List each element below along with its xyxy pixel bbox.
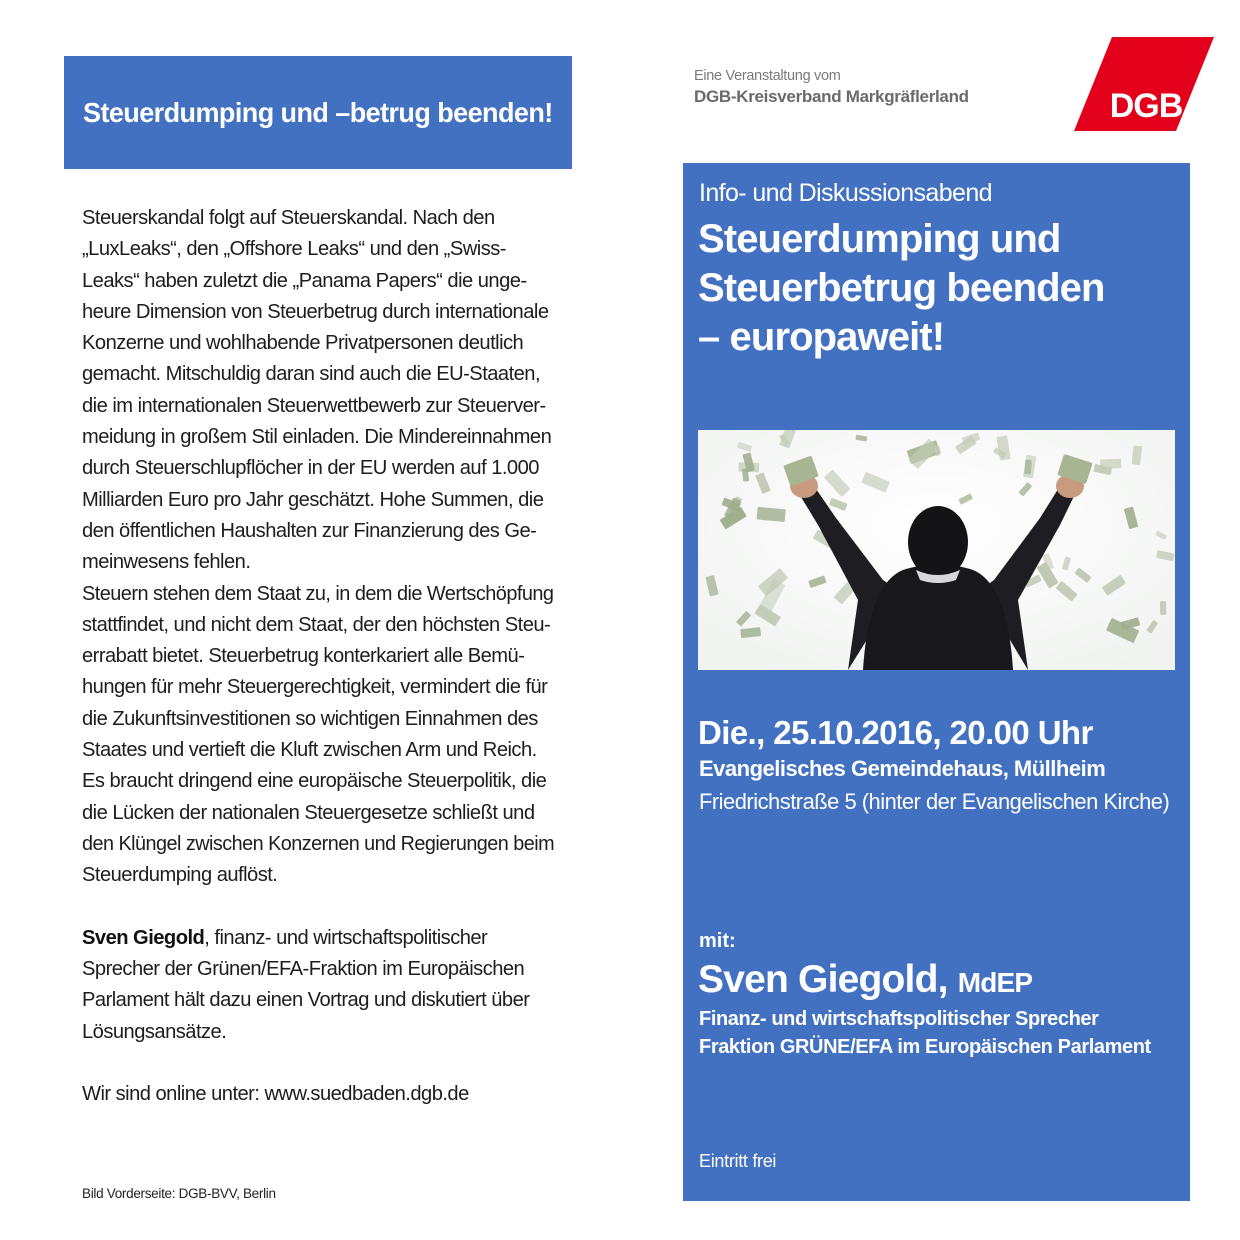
organizer-line2: DGB-Kreisverband Markgräflerland <box>694 87 969 106</box>
body-text-line: Es braucht dringend eine europäische Steuerpolitik, die <box>82 769 547 793</box>
speaker-name-text: Sven Giegold, <box>698 958 948 1001</box>
organizer-block <box>694 68 969 107</box>
event-title-line-1: Steuerdumping und <box>698 217 1061 261</box>
event-title-line-3: – europaweit! <box>698 315 945 359</box>
body-text-line: Steuerskandal folgt auf Steuerskandal. Nach den <box>82 206 495 229</box>
body-text-line: die im internationalen Steuerwettbewerb zur Steuerver- <box>82 393 546 417</box>
speaker-description-line: Sprecher der Grünen/EFA-Fraktion im Europäischen <box>82 957 525 981</box>
speaker-description <box>82 953 562 1047</box>
left-header-banner <box>64 56 572 169</box>
body-text-line: stattfindet, und nicht dem Staat, der den höchsten Steu- <box>82 612 551 636</box>
speaker-intro-line <box>82 922 554 953</box>
body-paragraph <box>82 202 562 891</box>
speaker-description-line: Lösungsansätze. <box>82 1019 227 1043</box>
event-title <box>698 215 1105 362</box>
speaker-name-bold: Sven Giegold <box>82 925 205 949</box>
body-text-line: errabatt bietet. Steuerbetrug konterkariert alle Bemü- <box>82 644 525 668</box>
body-text-line: Leaks“ haben zuletzt die „Panama Papers“ die unge- <box>82 268 527 292</box>
event-subtitle: Info- und Diskussionsabend <box>699 179 992 207</box>
body-text-line: gemacht. Mitschuldig daran sind auch die EU-Staaten, <box>82 362 541 386</box>
event-panel <box>683 163 1190 1201</box>
banknote <box>1024 460 1031 475</box>
banknote <box>935 446 940 456</box>
left-header-title: Steuerdumping und –betrug beenden! <box>83 97 553 128</box>
event-venue: Evangelisches Gemeindehaus, Müllheim <box>699 756 1106 781</box>
speaker-role-line-2: Fraktion GRÜNE/EFA im Europäischen Parlament <box>699 1036 1151 1058</box>
money-rain-illustration <box>698 430 1175 670</box>
organizer-line1: Eine Veranstaltung vom <box>694 68 841 84</box>
banknote <box>1160 601 1166 615</box>
body-text-line: meinwesens fehlen. <box>82 550 251 574</box>
body-text-line: meidung in großem Stil einladen. Die Mindereinnahmen <box>82 425 552 449</box>
banknote <box>757 507 786 522</box>
online-link-text: Wir sind online unter: www.suedbaden.dgb.de <box>82 1082 469 1106</box>
speaker-title-suffix: MdEP <box>957 967 1033 998</box>
speaker-intro-rest: , finanz- und wirtschaftspolitischer <box>204 925 488 949</box>
body-text-line: den Klüngel zwischen Konzernen und Regierungen beim <box>82 831 555 855</box>
event-photo <box>698 430 1175 670</box>
body-text-line: „LuxLeaks“, den „Offshore Leaks“ und den „Swiss- <box>82 237 506 261</box>
body-text-line: Milliarden Euro pro Jahr geschätzt. Hohe Summen, die <box>82 487 544 511</box>
body-text-line: durch Steuerschlupflöcher in der EU werden auf 1.000 <box>82 456 539 480</box>
dgb-logo <box>1074 37 1214 131</box>
body-text-line: den öffentlichen Haushalten zur Finanzierung des Ge- <box>82 518 537 542</box>
event-address: Friedrichstraße 5 (hinter der Evangelischen Kirche) <box>699 789 1170 814</box>
body-text-line: die Lücken der nationalen Steuergesetze schließt und <box>82 800 535 824</box>
event-title-line-2: Steuerbetrug beenden <box>698 266 1105 310</box>
speaker-name <box>698 958 1032 1002</box>
body-text-line: Steuern stehen dem Staat zu, in dem die Wertschöpfung <box>82 581 554 605</box>
body-text-line: heure Dimension von Steuerbetrug durch internationale <box>82 299 549 323</box>
event-date: Die., 25.10.2016, 20.00 Uhr <box>698 714 1093 751</box>
speaker-description-line: Parlament hält dazu einen Vortrag und diskutiert über <box>82 988 530 1012</box>
body-text-line: Staates und vertieft die Kluft zwischen Arm und Reich. <box>82 738 537 762</box>
body-text-line: hungen für mehr Steuergerechtigkeit, vermindert die für <box>82 675 548 699</box>
body-text-line: Steuerdumping auflöst. <box>82 863 278 887</box>
with-label: mit: <box>699 930 736 952</box>
body-text-line: Konzerne und wohlhabende Privatpersonen deutlich <box>82 331 524 355</box>
body-text <box>82 202 562 1110</box>
image-credit: Bild Vorderseite: DGB-BVV, Berlin <box>82 1186 276 1201</box>
speaker-role-line-1: Finanz- und wirtschaftspolitischer Sprecher <box>699 1008 1099 1030</box>
body-text-line: die Zukunftsinvestitionen so wichtigen Einnahmen des <box>82 706 538 730</box>
entry-info: Eintritt frei <box>699 1151 777 1171</box>
dgb-logo-text: DGB <box>1109 87 1183 125</box>
